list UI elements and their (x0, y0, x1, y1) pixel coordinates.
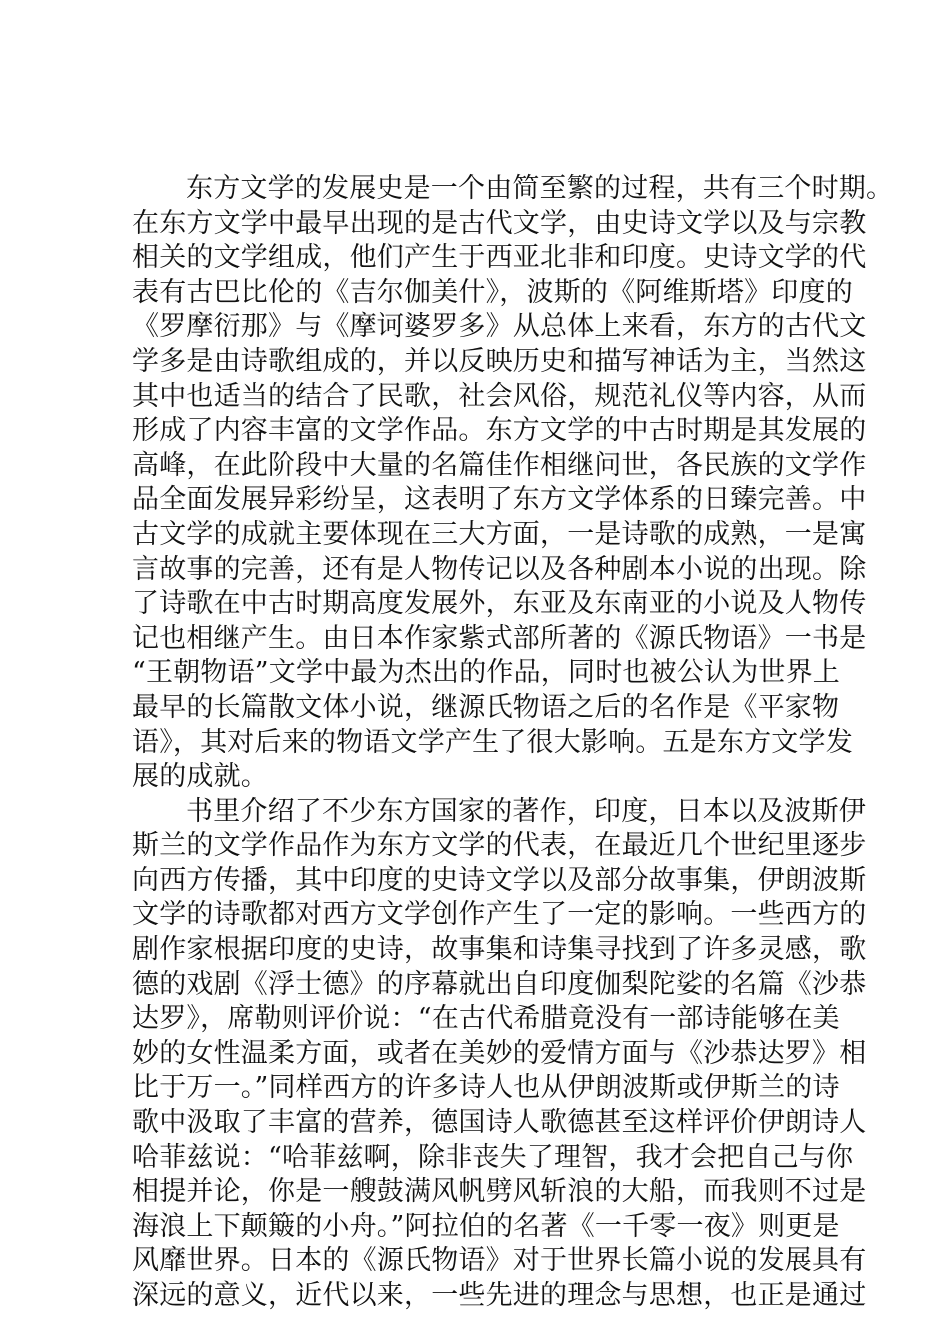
text-line: 记也相继产生。由日本作家紫式部所著的《源氏物语》一书是 (132, 622, 867, 654)
text-line: 其中也适当的结合了民歌，社会风俗，规范礼仪等内容，从而 (132, 380, 867, 412)
text-line: 海浪上下颠簸的小舟。”阿拉伯的名著《一千零一夜》则更是 (132, 1210, 840, 1242)
text-line: 歌中汲取了丰富的营养，德国诗人歌德甚至这样评价伊朗诗人 (132, 1107, 867, 1139)
text-line: 了诗歌在中古时期高度发展外，东亚及东南亚的小说及人物传 (132, 588, 867, 620)
text-line: “王朝物语”文学中最为杰出的作品，同时也被公认为世界上 (132, 657, 841, 689)
text-line: 文学的诗歌都对西方文学创作产生了一定的影响。一些西方的 (132, 899, 867, 931)
text-line: 言故事的完善，还有是人物传记以及各种剧本小说的出现。除 (132, 553, 867, 585)
text-line: 相关的文学组成，他们产生于西亚北非和印度。史诗文学的代 (132, 242, 867, 274)
text-line: 相提并论，你是一艘鼓满风帆劈风斩浪的大船，而我则不过是 (132, 1176, 867, 1208)
text-line: 展的成就。 (132, 761, 268, 793)
text-line: 风靡世界。日本的《源氏物语》对于世界长篇小说的发展具有 (132, 1245, 867, 1277)
text-line: 语》，其对后来的物语文学产生了很大影响。五是东方文学发 (132, 726, 853, 758)
paragraph-1 (132, 172, 894, 795)
text-line: 书里介绍了不少东方国家的著作，印度，日本以及波斯伊 (186, 795, 866, 827)
text-line: 东方文学的发展史是一个由简至繁的过程，共有三个时期。 (186, 173, 894, 204)
text-line: 古文学的成就主要体现在三大方面，一是诗歌的成熟，一是寓 (132, 518, 867, 550)
text-line: 形成了内容丰富的文学作品。东方文学的中古时期是其发展的 (132, 415, 867, 447)
text-line: 向西方传播，其中印度的史诗文学以及部分故事集，伊朗波斯 (132, 864, 867, 896)
text-line: 品全面发展异彩纷呈，这表明了东方文学体系的日臻完善。中 (132, 484, 867, 516)
text-line: 在东方文学中最早出现的是古代文学，由史诗文学以及与宗教 (132, 207, 867, 239)
body-text (132, 172, 894, 1314)
text-line: 最早的长篇散文体小说，继源氏物语之后的名作是《平家物 (132, 691, 840, 723)
text-line: 斯兰的文学作品作为东方文学的代表，在最近几个世纪里逐步 (132, 830, 867, 862)
text-line: 德的戏剧《浮士德》的序幕就出自印度伽梨陀娑的名篇《沙恭 (132, 968, 867, 1000)
text-line: 剧作家根据印度的史诗，故事集和诗集寻找到了许多灵感，歌 (132, 934, 867, 966)
text-line: 高峰，在此阶段中大量的名篇佳作相继问世，各民族的文学作 (132, 449, 867, 481)
text-line: 哈菲兹说：“哈菲兹啊，除非丧失了理智，我才会把自己与你 (132, 1141, 854, 1173)
text-line: 妙的女性温柔方面，或者在美妙的爱情方面与《沙恭达罗》相 (132, 1037, 867, 1069)
text-line: 表有古巴比伦的《吉尔伽美什》，波斯的《阿维斯塔》印度的 (132, 276, 853, 308)
text-line: 比于万一。”同样西方的许多诗人也从伊朗波斯或伊斯兰的诗 (132, 1072, 840, 1104)
text-line: 深远的意义，近代以来，一些先进的理念与思想，也正是通过 (132, 1280, 867, 1311)
text-line: 达罗》，席勒则评价说：“在古代希腊竟没有一部诗能够在美 (132, 1003, 840, 1035)
paragraph-2 (132, 795, 867, 1314)
text-line: 《罗摩衍那》与《摩诃婆罗多》从总体上来看，东方的古代文 (132, 311, 867, 343)
text-line: 学多是由诗歌组成的，并以反映历史和描写神话为主，当然这 (132, 345, 867, 377)
